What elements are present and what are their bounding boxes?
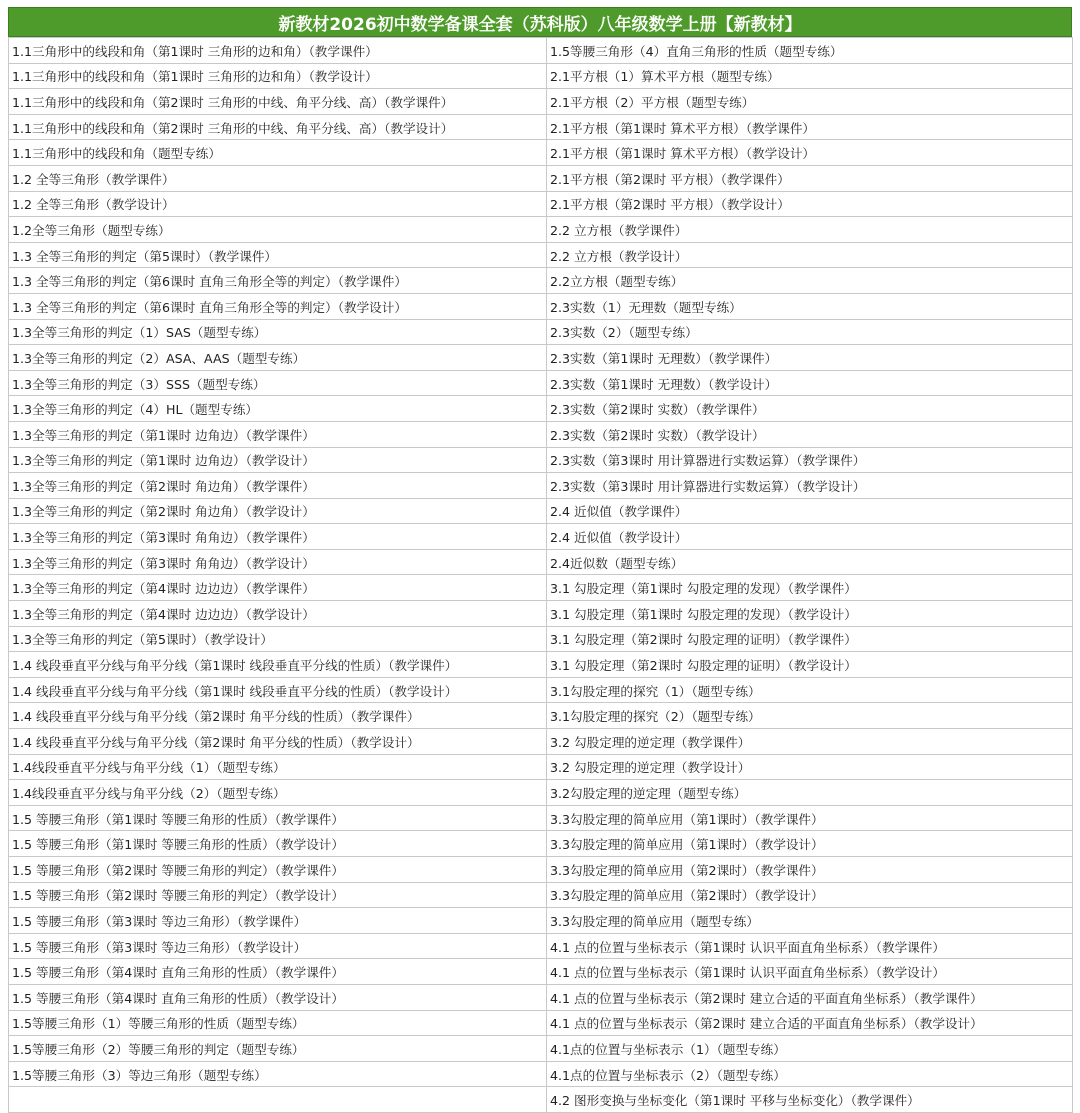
table-row bbox=[9, 370, 1073, 396]
left-file-cell: 1.5 等腰三角形（第3课时 等边三角形）（教学设计） bbox=[9, 933, 547, 959]
left-file-cell: 1.3全等三角形的判定（第1课时 边角边）（教学课件） bbox=[9, 421, 547, 447]
left-file-cell: 1.3全等三角形的判定（第5课时）（教学设计） bbox=[9, 626, 547, 652]
right-file-cell: 4.1点的位置与坐标表示（2）（题型专练） bbox=[547, 1061, 1073, 1087]
page-title: 新教材2026初中数学备课全套（苏科版）八年级数学上册【新教材】 bbox=[8, 7, 1072, 37]
right-file-cell: 4.1 点的位置与坐标表示（第2课时 建立合适的平面直角坐标系）（教学设计） bbox=[547, 1010, 1073, 1036]
right-file-cell: 2.1平方根（第1课时 算术平方根）（教学设计） bbox=[547, 140, 1073, 166]
left-file-cell: 1.2全等三角形（题型专练） bbox=[9, 217, 547, 243]
left-file-cell: 1.3全等三角形的判定（1）SAS（题型专练） bbox=[9, 319, 547, 345]
right-file-cell: 3.1 勾股定理（第2课时 勾股定理的证明）（教学课件） bbox=[547, 626, 1073, 652]
table-row bbox=[9, 857, 1073, 883]
right-file-cell: 2.2立方根（题型专练） bbox=[547, 268, 1073, 294]
left-file-cell: 1.3 全等三角形的判定（第5课时）（教学课件） bbox=[9, 242, 547, 268]
table-row bbox=[9, 882, 1073, 908]
table-row bbox=[9, 754, 1073, 780]
right-file-cell: 2.1平方根（2）平方根（题型专练） bbox=[547, 89, 1073, 115]
table-row bbox=[9, 652, 1073, 678]
table-row bbox=[9, 165, 1073, 191]
left-file-cell: 1.3全等三角形的判定（4）HL（题型专练） bbox=[9, 396, 547, 422]
right-file-cell: 2.1平方根（第1课时 算术平方根）（教学课件） bbox=[547, 114, 1073, 140]
left-file-cell: 1.4 线段垂直平分线与角平分线（第2课时 角平分线的性质）（教学课件） bbox=[9, 703, 547, 729]
right-file-cell: 2.3实数（第3课时 用计算器进行实数运算）（教学课件） bbox=[547, 447, 1073, 473]
left-file-cell: 1.4 线段垂直平分线与角平分线（第2课时 角平分线的性质）（教学设计） bbox=[9, 729, 547, 755]
table-row bbox=[9, 63, 1073, 89]
left-file-cell: 1.3全等三角形的判定（第2课时 角边角）（教学设计） bbox=[9, 498, 547, 524]
table-row bbox=[9, 959, 1073, 985]
table-row bbox=[9, 549, 1073, 575]
right-file-cell: 3.2勾股定理的逆定理（题型专练） bbox=[547, 780, 1073, 806]
table-row bbox=[9, 703, 1073, 729]
table-row bbox=[9, 114, 1073, 140]
left-file-cell: 1.3全等三角形的判定（第1课时 边角边）（教学设计） bbox=[9, 447, 547, 473]
right-file-cell: 2.3实数（第2课时 实数）（教学课件） bbox=[547, 396, 1073, 422]
left-file-cell: 1.1三角形中的线段和角（第1课时 三角形的边和角）（教学设计） bbox=[9, 63, 547, 89]
table-row bbox=[9, 319, 1073, 345]
table-row bbox=[9, 217, 1073, 243]
left-file-cell: 1.1三角形中的线段和角（第1课时 三角形的边和角）（教学课件） bbox=[9, 38, 547, 64]
left-file-cell: 1.5 等腰三角形（第3课时 等边三角形）（教学课件） bbox=[9, 908, 547, 934]
table-row bbox=[9, 984, 1073, 1010]
table-row bbox=[9, 140, 1073, 166]
left-file-cell: 1.4 线段垂直平分线与角平分线（第1课时 线段垂直平分线的性质）（教学设计） bbox=[9, 677, 547, 703]
left-file-cell: 1.5 等腰三角形（第4课时 直角三角形的性质）（教学设计） bbox=[9, 984, 547, 1010]
left-file-cell: 1.2 全等三角形（教学设计） bbox=[9, 191, 547, 217]
table-row bbox=[9, 601, 1073, 627]
left-file-cell: 1.1三角形中的线段和角（第2课时 三角形的中线、角平分线、高）（教学课件） bbox=[9, 89, 547, 115]
table-row bbox=[9, 268, 1073, 294]
left-file-cell: 1.3全等三角形的判定（2）ASA、AAS（题型专练） bbox=[9, 345, 547, 371]
table-row bbox=[9, 933, 1073, 959]
right-file-cell: 4.1 点的位置与坐标表示（第1课时 认识平面直角坐标系）（教学设计） bbox=[547, 959, 1073, 985]
table-row bbox=[9, 293, 1073, 319]
left-file-cell: 1.4线段垂直平分线与角平分线（1）（题型专练） bbox=[9, 754, 547, 780]
right-file-cell: 4.1点的位置与坐标表示（1）（题型专练） bbox=[547, 1036, 1073, 1062]
table-row bbox=[9, 805, 1073, 831]
table-row bbox=[9, 780, 1073, 806]
right-file-cell: 3.2 勾股定理的逆定理（教学设计） bbox=[547, 754, 1073, 780]
right-file-cell: 2.3实数（第3课时 用计算器进行实数运算）（教学设计） bbox=[547, 473, 1073, 499]
right-file-cell: 3.1勾股定理的探究（1）（题型专练） bbox=[547, 677, 1073, 703]
table-row bbox=[9, 89, 1073, 115]
left-file-cell: 1.5等腰三角形（2）等腰三角形的判定（题型专练） bbox=[9, 1036, 547, 1062]
right-file-cell: 2.3实数（第1课时 无理数）（教学课件） bbox=[547, 345, 1073, 371]
table-row bbox=[9, 38, 1073, 64]
right-file-cell: 3.3勾股定理的简单应用（第2课时）（教学设计） bbox=[547, 882, 1073, 908]
table-row bbox=[9, 191, 1073, 217]
left-file-cell: 1.3全等三角形的判定（第2课时 角边角）（教学课件） bbox=[9, 473, 547, 499]
left-file-cell: 1.1三角形中的线段和角（题型专练） bbox=[9, 140, 547, 166]
right-file-cell: 3.3勾股定理的简单应用（第1课时）（教学课件） bbox=[547, 805, 1073, 831]
table-row bbox=[9, 729, 1073, 755]
left-file-cell: 1.4 线段垂直平分线与角平分线（第1课时 线段垂直平分线的性质）（教学课件） bbox=[9, 652, 547, 678]
left-file-cell: 1.5 等腰三角形（第2课时 等腰三角形的判定）（教学课件） bbox=[9, 857, 547, 883]
table-row bbox=[9, 242, 1073, 268]
left-file-cell: 1.3全等三角形的判定（第4课时 边边边）（教学设计） bbox=[9, 601, 547, 627]
table-row bbox=[9, 396, 1073, 422]
left-file-cell bbox=[9, 1087, 547, 1113]
table-row bbox=[9, 677, 1073, 703]
right-file-cell: 3.1 勾股定理（第1课时 勾股定理的发现）（教学设计） bbox=[547, 601, 1073, 627]
file-list-body bbox=[9, 38, 1073, 1113]
table-row bbox=[9, 498, 1073, 524]
table-row bbox=[9, 1061, 1073, 1087]
file-list-table bbox=[8, 37, 1073, 1113]
left-file-cell: 1.5 等腰三角形（第1课时 等腰三角形的性质）（教学设计） bbox=[9, 831, 547, 857]
table-row bbox=[9, 345, 1073, 371]
left-file-cell: 1.3全等三角形的判定（第3课时 角角边）（教学设计） bbox=[9, 549, 547, 575]
table-row bbox=[9, 421, 1073, 447]
table-row bbox=[9, 908, 1073, 934]
right-file-cell: 2.2 立方根（教学设计） bbox=[547, 242, 1073, 268]
left-file-cell: 1.3 全等三角形的判定（第6课时 直角三角形全等的判定）（教学设计） bbox=[9, 293, 547, 319]
left-file-cell: 1.5等腰三角形（1）等腰三角形的性质（题型专练） bbox=[9, 1010, 547, 1036]
table-row bbox=[9, 1036, 1073, 1062]
table-row bbox=[9, 447, 1073, 473]
right-file-cell: 2.1平方根（第2课时 平方根）（教学课件） bbox=[547, 165, 1073, 191]
table-row bbox=[9, 1010, 1073, 1036]
right-file-cell: 2.4 近似值（教学课件） bbox=[547, 498, 1073, 524]
right-file-cell: 2.3实数（第1课时 无理数）（教学设计） bbox=[547, 370, 1073, 396]
right-file-cell: 4.2 图形变换与坐标变化（第1课时 平移与坐标变化）（教学课件） bbox=[547, 1087, 1073, 1113]
right-file-cell: 2.3实数（1）无理数（题型专练） bbox=[547, 293, 1073, 319]
left-file-cell: 1.5 等腰三角形（第4课时 直角三角形的性质）（教学课件） bbox=[9, 959, 547, 985]
left-file-cell: 1.3全等三角形的判定（3）SSS（题型专练） bbox=[9, 370, 547, 396]
right-file-cell: 3.1勾股定理的探究（2）（题型专练） bbox=[547, 703, 1073, 729]
right-file-cell: 2.4 近似值（教学设计） bbox=[547, 524, 1073, 550]
table-row bbox=[9, 626, 1073, 652]
table-row bbox=[9, 524, 1073, 550]
table-row bbox=[9, 473, 1073, 499]
table-row bbox=[9, 831, 1073, 857]
left-file-cell: 1.1三角形中的线段和角（第2课时 三角形的中线、角平分线、高）（教学设计） bbox=[9, 114, 547, 140]
right-file-cell: 2.4近似数（题型专练） bbox=[547, 549, 1073, 575]
left-file-cell: 1.3全等三角形的判定（第3课时 角角边）（教学课件） bbox=[9, 524, 547, 550]
left-file-cell: 1.5 等腰三角形（第2课时 等腰三角形的判定）（教学设计） bbox=[9, 882, 547, 908]
left-file-cell: 1.5等腰三角形（3）等边三角形（题型专练） bbox=[9, 1061, 547, 1087]
right-file-cell: 3.3勾股定理的简单应用（第2课时）（教学课件） bbox=[547, 857, 1073, 883]
right-file-cell: 2.1平方根（第2课时 平方根）（教学设计） bbox=[547, 191, 1073, 217]
right-file-cell: 3.3勾股定理的简单应用（第1课时）（教学设计） bbox=[547, 831, 1073, 857]
right-file-cell: 2.1平方根（1）算术平方根（题型专练） bbox=[547, 63, 1073, 89]
table-row bbox=[9, 575, 1073, 601]
right-file-cell: 3.2 勾股定理的逆定理（教学课件） bbox=[547, 729, 1073, 755]
right-file-cell: 1.5等腰三角形（4）直角三角形的性质（题型专练） bbox=[547, 38, 1073, 64]
left-file-cell: 1.3 全等三角形的判定（第6课时 直角三角形全等的判定）（教学课件） bbox=[9, 268, 547, 294]
table-row bbox=[9, 1087, 1073, 1113]
right-file-cell: 2.3实数（2）（题型专练） bbox=[547, 319, 1073, 345]
right-file-cell: 2.3实数（第2课时 实数）（教学设计） bbox=[547, 421, 1073, 447]
right-file-cell: 3.1 勾股定理（第2课时 勾股定理的证明）（教学设计） bbox=[547, 652, 1073, 678]
left-file-cell: 1.3全等三角形的判定（第4课时 边边边）（教学课件） bbox=[9, 575, 547, 601]
right-file-cell: 2.2 立方根（教学课件） bbox=[547, 217, 1073, 243]
right-file-cell: 3.1 勾股定理（第1课时 勾股定理的发现）（教学课件） bbox=[547, 575, 1073, 601]
right-file-cell: 4.1 点的位置与坐标表示（第2课时 建立合适的平面直角坐标系）（教学课件） bbox=[547, 984, 1073, 1010]
left-file-cell: 1.2 全等三角形（教学课件） bbox=[9, 165, 547, 191]
left-file-cell: 1.4线段垂直平分线与角平分线（2）（题型专练） bbox=[9, 780, 547, 806]
right-file-cell: 4.1 点的位置与坐标表示（第1课时 认识平面直角坐标系）（教学课件） bbox=[547, 933, 1073, 959]
right-file-cell: 3.3勾股定理的简单应用（题型专练） bbox=[547, 908, 1073, 934]
left-file-cell: 1.5 等腰三角形（第1课时 等腰三角形的性质）（教学课件） bbox=[9, 805, 547, 831]
